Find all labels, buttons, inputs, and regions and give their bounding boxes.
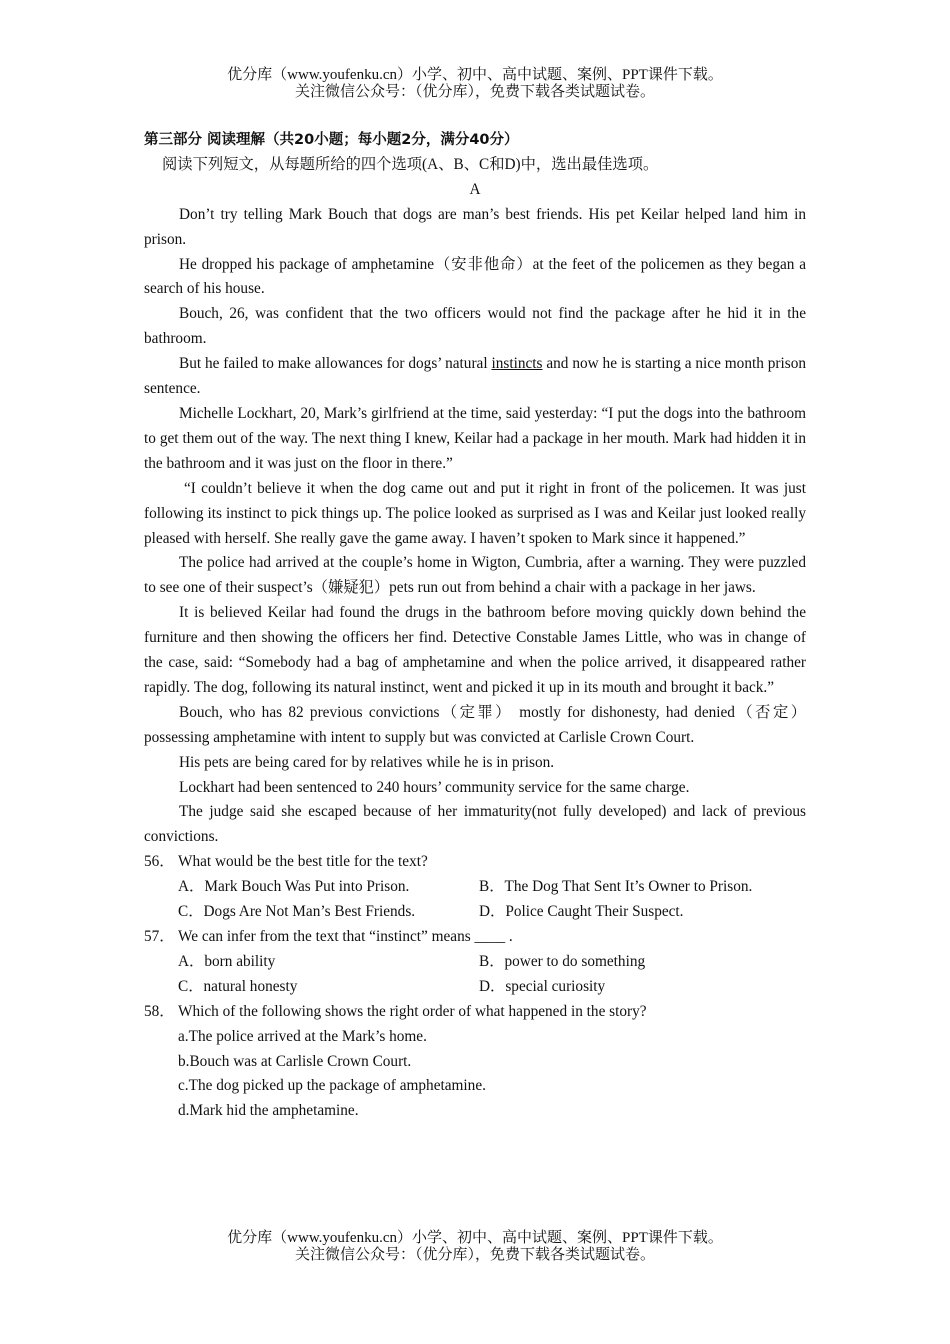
p4-text-before: But he failed to make allowances for dogs’ natural [179, 355, 492, 373]
section-instructions: 阅读下列短文，从每题所给的四个选项(A、B、C和D)中，选出最佳选项。 [162, 155, 659, 173]
passage-paragraph-5: Michelle Lockhart, 20, Mark’s girlfriend at the time, said yesterday: “I put the dogs into the bathroom to get them out of the way. The next thing I knew, Keilar had a package in her mouth. Mark had hidden it in the bathroom and it was just on the floor in there.” [144, 404, 806, 472]
passage-paragraph-2: He dropped his package of amphetamine（安非他命）at the feet of the policemen as they began a search of his house. [144, 255, 806, 298]
question-text: Which of the following shows the right order of what happened in the story? [178, 1002, 647, 1020]
option-c: C．Dogs Are Not Man’s Best Friends. [178, 903, 416, 921]
header-line-1: 优分库（www.youfenku.cn）小学、初中、高中试题、案例、PPT课件下载。 [227, 67, 723, 83]
option-b: B．power to do something [479, 952, 646, 970]
question-number: 57． [144, 928, 175, 945]
event-item-d: d.Mark hid the amphetamine. [178, 1102, 359, 1120]
option-d: D．special curiosity [479, 977, 606, 995]
passage-paragraph-8: It is believed Keilar had found the drugs in the bathroom before moving quickly down behind the furniture and then showing the officers her find. Detective Constable James Little, who was in change of the case, said: “Somebody had a bag of amphetamine and when the police arrived, it disappeared rather rapidly. The dog, following its natural instinct, went and picked it up in its mouth and brought it back.” [144, 604, 806, 696]
page-footer [0, 1230, 950, 1264]
passage-paragraph-10: His pets are being cared for by relatives while he is in prison. [179, 753, 555, 771]
question-57 [144, 925, 806, 1000]
option-a: A．born ability [178, 952, 276, 970]
header-line-2: 关注微信公众号：（优分库），免费下载各类试题试卷。 [294, 84, 655, 100]
question-number: 58． [144, 1002, 175, 1020]
p4-text-after: and now he is starting a nice month prison sentence. [144, 355, 806, 398]
event-item-c: c.The dog picked up the package of amphetamine. [178, 1077, 486, 1095]
passage-paragraph-4 [144, 352, 806, 402]
page-header [0, 67, 950, 101]
passage-paragraph-9: Bouch, who has 82 previous convictions（定罪） mostly for dishonesty, had denied（否定）possessing amphetamine with intent to supply but was convicted at Carlisle Crown Court. [144, 703, 806, 746]
passage-paragraph-1: Don’t try telling Mark Bouch that dogs are man’s best friends. His pet Keilar helped land him in prison. [144, 205, 806, 248]
passage-paragraph-6: “I couldn’t believe it when the dog came out and put it right in front of the policemen. It was just following its instinct to pick things up. The police looked as surprised as I was and Keilar just looked really pleased with herself. She really gave the game away. I haven’t spoken to Mark since it happened.” [144, 479, 806, 547]
question-56 [144, 850, 806, 925]
passage-paragraph-7: The police had arrived at the couple’s home in Wigton, Cumbria, after a warning. They were puzzled to see one of their suspect’s（嫌疑犯）pets run out from behind a chair with a package in her jaws. [144, 554, 806, 597]
option-b: B．The Dog That Sent It’s Owner to Prison. [479, 878, 753, 896]
event-item-b: b.Bouch was at Carlisle Crown Court. [178, 1052, 412, 1070]
footer-line-1: 优分库（www.youfenku.cn）小学、初中、高中试题、案例、PPT课件下载。 [227, 1230, 723, 1246]
passage-paragraph-3: Bouch, 26, was confident that the two officers would not find the package after he hid it in the bathroom. [144, 305, 806, 348]
passage-paragraph-11: Lockhart had been sentenced to 240 hours’ community service for the same charge. [179, 778, 690, 796]
question-text: We can infer from the text that “instinct” means ____ . [178, 928, 513, 945]
question-text: What would be the best title for the text? [178, 853, 428, 871]
page-content [144, 128, 806, 1124]
question-58 [144, 1000, 806, 1125]
passage-label: A [469, 180, 481, 198]
footer-line-2: 关注微信公众号：（优分库），免费下载各类试题试卷。 [294, 1247, 655, 1263]
passage-paragraph-12: The judge said she escaped because of her immaturity(not fully developed) and lack of previous convictions. [144, 803, 806, 846]
instincts-underlined-word: instincts [491, 355, 543, 373]
section-title: 第三部分 阅读理解（共20小题；每小题2分，满分40分） [144, 132, 519, 148]
event-item-a: a.The police arrived at the Mark’s home. [178, 1027, 427, 1045]
option-c: C．natural honesty [178, 977, 298, 995]
option-a: A．Mark Bouch Was Put into Prison. [178, 878, 410, 896]
question-number: 56． [144, 853, 175, 871]
option-d: D．Police Caught Their Suspect. [479, 903, 684, 921]
